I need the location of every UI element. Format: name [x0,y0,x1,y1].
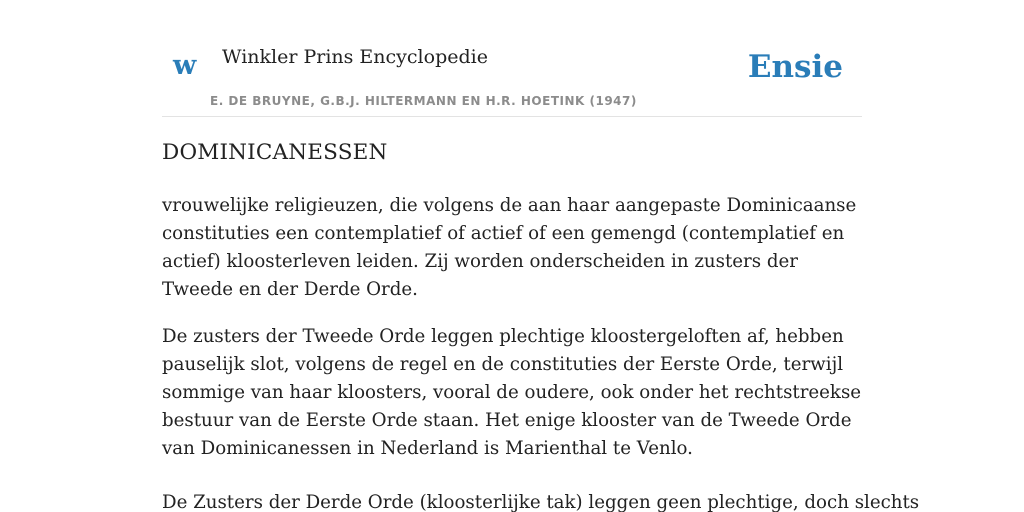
source-title[interactable]: Winkler Prins Encyclopedie [222,46,488,68]
ensie-logo[interactable]: Ensie [747,49,843,85]
header [162,0,862,117]
article-paragraph: De zusters der Tweede Orde leggen plechtige kloostergeloften af, hebben pauselijk slot, volgens de regel en de constituties der Eerste Orde, terwijl sommige van haar kloosters, vooral de oudere, ook onder het rechtstreekse bestuur van de Eerste Orde staan. Het enige klooster van de Tweede Orde van Dominicanessen in Nederland is Marienthal te Venlo. [162,326,862,459]
article-paragraph: De Zusters der Derde Orde (kloosterlijke tak) leggen geen plechtige, doch slechts [162,492,920,512]
article-paragraph: vrouwelijke religieuzen, die volgens de aan haar aangepaste Dominicaanse constituties een contemplatief of actief of een gemengd (contemplatief en actief) kloosterleven leiden. Zij worden onderscheiden in zusters der Tweede en der Derde Orde. [162,195,857,300]
source-authors: E. DE BRUYNE, G.B.J. HILTERMANN EN H.R. HOETINK (1947) [210,94,637,108]
winkler-prins-logo[interactable]: w [173,50,197,81]
entry-title: DOMINICANESSEN [162,140,388,165]
article-page [162,0,920,512]
